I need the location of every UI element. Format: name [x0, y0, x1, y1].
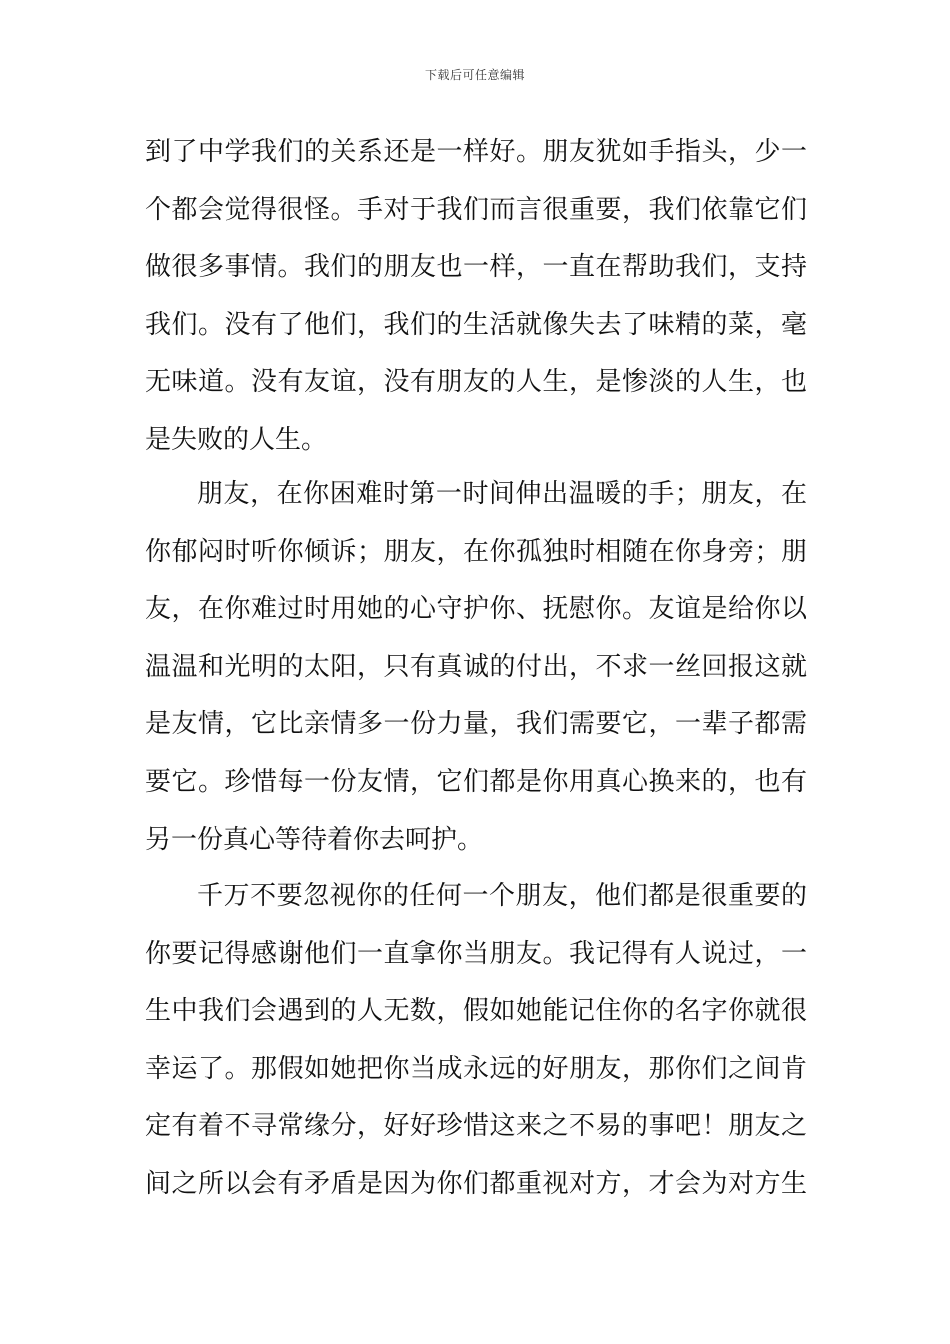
paragraph-1 [145, 124, 807, 470]
text-line: 到了中学我们的关系还是一样好。朋友犹如手指头，少一 [145, 137, 807, 167]
text-line: 是失败的人生。 [145, 424, 328, 455]
text-line: 个都会觉得很怪。手对于我们而言很重要，我们依靠它们 [145, 194, 807, 225]
text-line: 生中我们会遇到的人无数，假如她能记住你的名字你就很 [145, 996, 807, 1027]
text-line: 要它。珍惜每一份友情，它们都是你用真心换来的，也有 [145, 766, 807, 797]
paragraph-2 [145, 466, 807, 869]
text-line: 我们。没有了他们，我们的生活就像失去了味精的菜，毫 [145, 309, 807, 340]
page-header: 下载后可任意编辑 [424, 68, 525, 82]
text-line: 你郁闷时听你倾诉；朋友，在你孤独时相随在你身旁；朋 [145, 536, 807, 567]
text-line: 千万不要忽视你的任何一个朋友，他们都是很重要的 [197, 881, 807, 911]
text-line: 做很多事情。我们的朋友也一样，一直在帮助我们，支持 [145, 252, 807, 283]
text-line: 幸运了。那假如她把你当成永远的好朋友，那你们之间肯 [145, 1053, 807, 1084]
text-line: 友，在你难过时用她的心守护你、抚慰你。友谊是给你以 [145, 594, 807, 625]
text-line: 定有着不寻常缘分，好好珍惜这来之不易的事吧！朋友之 [145, 1111, 807, 1142]
paragraph-3 [145, 868, 807, 1214]
text-line: 你要记得感谢他们一直拿你当朋友。我记得有人说过，一 [145, 938, 807, 969]
text-line: 另一份真心等待着你去呵护。 [145, 824, 484, 855]
text-line: 朋友，在你困难时第一时间伸出温暖的手；朋友，在 [197, 479, 807, 509]
text-line: 无味道。没有友谊，没有朋友的人生，是惨淡的人生，也 [145, 367, 807, 398]
text-line: 温温和光明的太阳，只有真诚的付出，不求一丝回报这就 [145, 651, 807, 682]
text-line: 间之所以会有矛盾是因为你们都重视对方，才会为对方生 [145, 1168, 807, 1199]
text-line: 是友情，它比亲情多一份力量，我们需要它，一辈子都需 [145, 709, 807, 740]
